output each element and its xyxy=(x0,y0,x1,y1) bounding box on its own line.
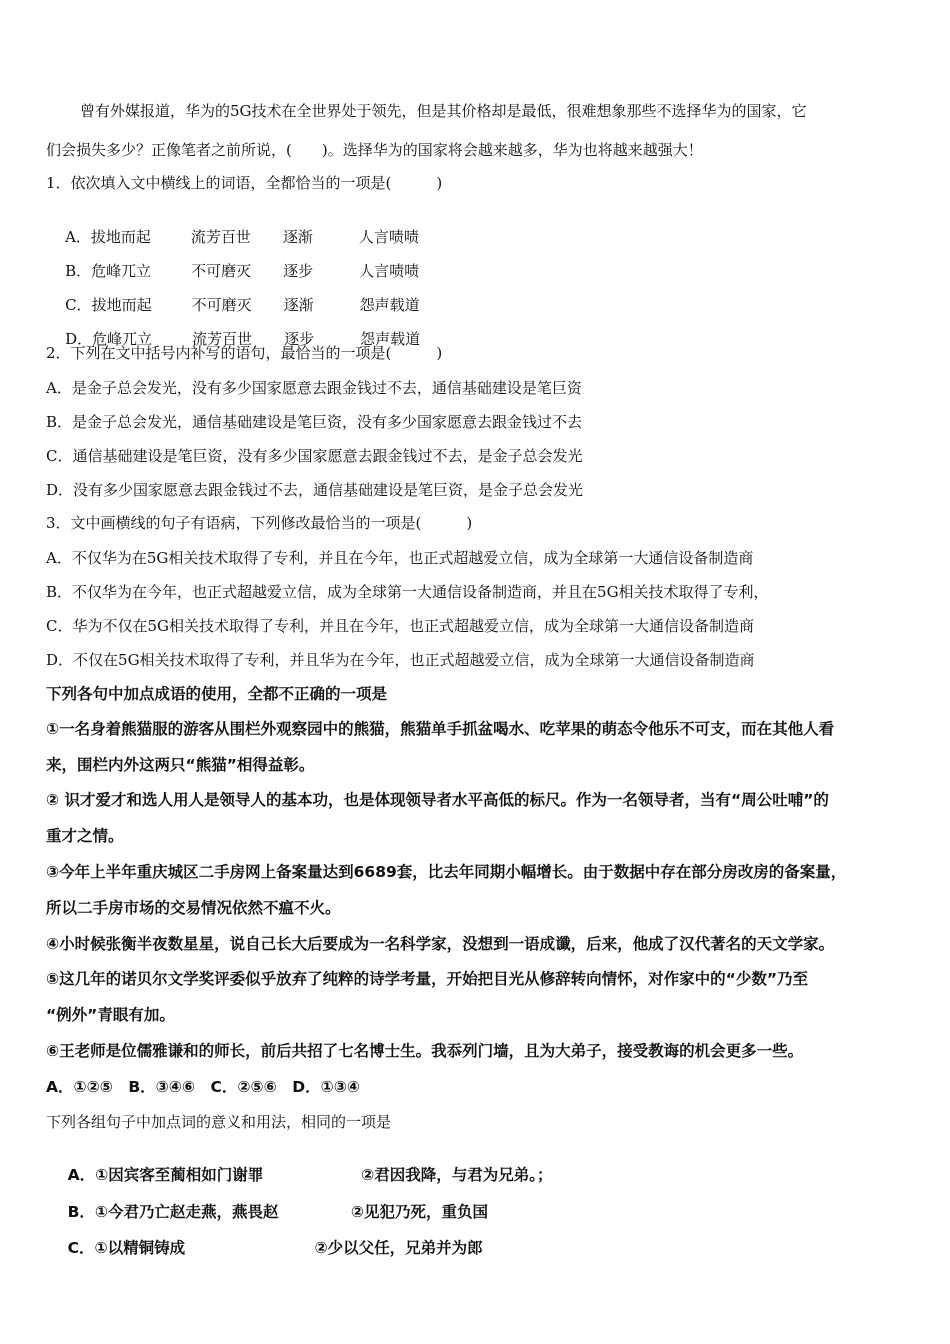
option-word: 逐渐 xyxy=(283,296,314,314)
question-2-option-d: D．没有多少国家愿意去跟金钱过不去，通信基础建设是笔巨资，是金子总会发光 xyxy=(46,481,584,499)
option-left: ①因宾客至蔺相如门谢罪 xyxy=(95,1166,264,1184)
option-left: ①今君乃亡赵走燕，燕畏赵 xyxy=(94,1203,279,1221)
question-4-sentence-4: ④小时候张衡半夜数星星，说自己长大后要成为一名科学家，没想到一语成谶，后来，他成了汉代著名的天文学家。 xyxy=(46,935,835,953)
option-label: B． xyxy=(67,1203,95,1221)
question-2-option-c: C．通信基础建设是笔巨资，没有多少国家愿意去跟金钱过不去，是金子总会发光 xyxy=(46,447,583,465)
option-label: C． xyxy=(65,296,92,314)
option-word: 逐步 xyxy=(284,330,315,348)
option-right: ②君因我降，与君为兄弟。； xyxy=(361,1166,553,1184)
question-4-sentence-2a: ② 识才爱才和选人用人是领导人的基本功，也是体现领导者水平高低的标尺。作为一名领导者，当有“周公吐哺”的 xyxy=(46,791,829,809)
question-3-option-c: C．华为不仅在5G相关技术取得了专利，并且在今年，也正式超越爱立信，成为全球第一大通信设备制造商 xyxy=(46,617,755,635)
question-3-stem: 3．文中画横线的句子有语病，下列修改最恰当的一项是( ) xyxy=(46,514,473,532)
option-word: 拔地而起 xyxy=(90,228,151,246)
question-3-option-a: A．不仅华为在5G相关技术取得了专利，并且在今年，也正式超越爱立信，成为全球第一大通信设备制造商 xyxy=(46,549,754,567)
question-2-option-a: A．是金子总会发光，没有多少国家愿意去跟金钱过不去，通信基础建设是笔巨资 xyxy=(46,379,582,397)
option-word: 怨声载道 xyxy=(359,296,420,314)
option-label: D． xyxy=(65,330,93,348)
question-3-option-b: B．不仅华为在今年，也正式超越爱立信，成为全球第一大通信设备制造商，并且在5G相关技术取得了专利， xyxy=(46,583,769,601)
option-word: 危峰兀立 xyxy=(92,330,153,348)
question-3-option-d: D．不仅在5G相关技术取得了专利，并且华为在今年，也正式超越爱立信，成为全球第一大通信设备制造商 xyxy=(46,651,755,669)
option-word: 人言啧啧 xyxy=(358,228,419,246)
option-word: 流芳百世 xyxy=(192,330,253,348)
option-label: A． xyxy=(65,228,91,246)
question-4-sentence-1a: ①一名身着熊猫服的游客从围栏外观察园中的熊猫，熊猫单手抓盆喝水、吃苹果的萌态令他乐不可支，而在其他人看 xyxy=(46,720,835,738)
question-1-stem: 1．依次填入文中横线上的词语，全都恰当的一项是( ) xyxy=(46,174,443,192)
passage-line-1: 曾有外媒报道，华为的5G技术在全世界处于领先，但是其价格却是最低，很难想象那些不选择华为的国家，它 xyxy=(80,102,807,120)
question-4-sentence-5a: ⑤这几年的诺贝尔文学奖评委似乎放弃了纯粹的诗学考量，开始把目光从修辞转向情怀，对作家中的“少数”乃至 xyxy=(46,970,809,988)
option-label: A． xyxy=(67,1166,96,1184)
option-label: C． xyxy=(67,1239,95,1257)
question-4-sentence-6: ⑥王老师是位儒雅谦和的师长，前后共招了七名博士生。我忝列门墙，且为大弟子，接受教诲的机会更多一些。 xyxy=(46,1042,804,1060)
option-word: 逐步 xyxy=(283,262,314,280)
option-right: ②见犯乃死，重负国 xyxy=(350,1203,489,1221)
option-left: ①以精铜铸成 xyxy=(94,1239,186,1257)
question-4-sentence-5b: “例外”青眼有加。 xyxy=(46,1006,175,1024)
option-word: 逐渐 xyxy=(282,228,313,246)
option-word: 流芳百世 xyxy=(190,228,251,246)
option-word: 怨声载道 xyxy=(360,330,421,348)
passage-line-2: 们会损失多少？正像笔者之前所说，( )。选择华为的国家将会越来越多，华为也将越来越强大！ xyxy=(46,141,703,159)
option-word: 危峰兀立 xyxy=(91,262,152,280)
question-5-stem: 下列各组句子中加点词的意义和用法，相同的一项是 xyxy=(46,1113,392,1131)
option-label: B． xyxy=(65,262,92,280)
option-word: 不可磨灭 xyxy=(191,296,252,314)
option-word: 不可磨灭 xyxy=(191,262,252,280)
question-5-option-c xyxy=(46,1218,483,1278)
question-4-stem: 下列各句中加点成语的使用，全都不正确的一项是 xyxy=(46,685,388,703)
question-2-option-b: B．是金子总会发光，通信基础建设是笔巨资，没有多少国家愿意去跟金钱过不去 xyxy=(46,413,583,431)
option-word: 拔地而起 xyxy=(91,296,152,314)
question-4-sentence-2b: 重才之情。 xyxy=(46,827,124,845)
question-2-stem: 2．下列在文中括号内补写的语句，最恰当的一项是( ) xyxy=(46,344,443,362)
question-4-sentence-3a: ③今年上半年重庆城区二手房网上备案量达到6689套，比去年同期小幅增长。由于数据中存在部分房改房的备案量， xyxy=(46,863,847,881)
question-4-sentence-1b: 来，围栏内外这两只“熊猫”相得益彰。 xyxy=(46,756,315,774)
option-word: 人言啧啧 xyxy=(359,262,420,280)
question-4-sentence-3b: 所以二手房市场的交易情况依然不瘟不火。 xyxy=(46,899,341,917)
option-right: ②少以父任，兄弟并为郎 xyxy=(314,1239,483,1257)
question-4-answers: A．①②⑤ B．③④⑥ C．②⑤⑥ D．①③④ xyxy=(46,1078,361,1096)
